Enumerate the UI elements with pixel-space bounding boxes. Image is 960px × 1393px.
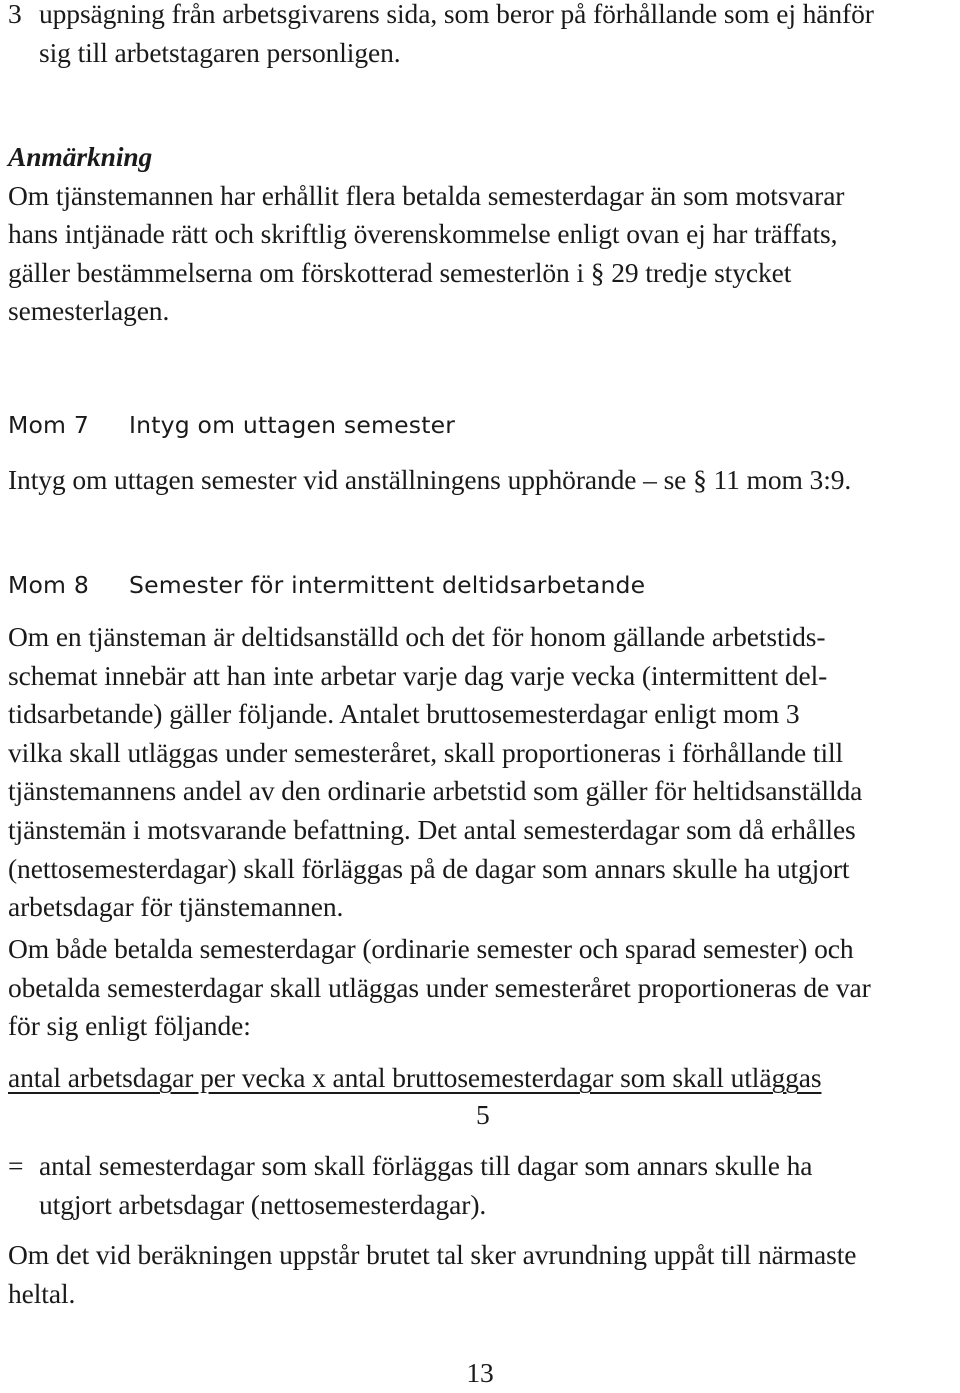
mom7-label: Mom 7 <box>8 411 89 439</box>
text-line: uppsägning från arbetsgivarens sida, som beror på förhållande som ej hänför <box>39 0 874 29</box>
text-line: tjänstemannens andel av den ordinarie arbetstid som gäller för heltidsanställda <box>8 775 863 807</box>
text-line: tidsarbetande) gäller följande. Antalet bruttosemesterdagar enligt mom 3 <box>8 698 800 730</box>
text-line: (nettosemesterdagar) skall förläggas på de dagar som annars skulle ha utgjort <box>8 852 850 884</box>
text-line: gäller bestämmelserna om förskotterad semesterlön i § 29 tredje stycket <box>8 256 792 288</box>
text-line: schemat innebär att han inte arbetar varje dag varje vecka (intermittent del- <box>8 659 828 691</box>
mom7-text <box>8 461 960 500</box>
mom8-paragraph-2 <box>8 930 960 1046</box>
text-line: utgjort arbetsdagar (nettosemesterdagar). <box>39 1188 487 1220</box>
text-line: arbetsdagar för tjänstemannen. <box>8 891 344 923</box>
equals-sign: = <box>8 1150 24 1181</box>
formula-denominator: 5 <box>476 1099 490 1130</box>
page-number: 13 <box>466 1357 494 1388</box>
mom7-title: Intyg om uttagen semester <box>129 411 456 439</box>
text-line: semesterlagen. <box>8 295 170 327</box>
text-line: heltal. <box>8 1277 76 1309</box>
text-line: antal semesterdagar som skall förläggas till dagar som annars skulle ha <box>39 1150 813 1181</box>
text-line: Intyg om uttagen semester vid anställningens upphörande – se § 11 mom 3:9. <box>8 464 852 495</box>
mom8-label: Mom 8 <box>8 571 89 599</box>
text-line: tjänstemän i motsvarande befattning. Det antal semesterdagar som då erhålles <box>8 813 856 845</box>
text-line: vilka skall utläggas under semesteråret, skall proportioneras i förhållande till <box>8 736 844 768</box>
mom8-paragraph-3 <box>8 1236 960 1313</box>
list-item-number: 3 <box>8 0 22 29</box>
mom8-paragraph-1 <box>8 618 960 927</box>
text-line: Om en tjänsteman är deltidsanställd och det för honom gällande arbetstids- <box>8 621 826 652</box>
text-line: Om tjänstemannen har erhållit flera betalda semesterdagar än som motsvarar <box>8 179 845 211</box>
mom7-heading <box>8 410 960 442</box>
mom8-title: Semester för intermittent deltidsarbetande <box>129 571 646 599</box>
text-line: obetalda semesterdagar skall utläggas under semesteråret proportioneras de var <box>8 971 871 1003</box>
note-section <box>8 138 960 331</box>
text-line: sig till arbetstagaren personligen. <box>39 36 401 68</box>
formula-numerator-text: antal arbetsdagar per vecka x antal bruttosemesterdagar som skall utläggas <box>8 1062 822 1093</box>
mom8-heading <box>8 570 960 602</box>
text-line: för sig enligt följande: <box>8 1010 251 1042</box>
text-line: Om både betalda semesterdagar (ordinarie semester och sparad semester) och <box>8 933 854 964</box>
note-title: Anmärkning <box>8 141 153 172</box>
formula-numerator <box>8 1059 960 1098</box>
text-line: hans intjänade rätt och skriftlig överenskommelse enligt ovan ej har träffats, <box>8 218 838 250</box>
text-line: Om det vid beräkningen uppstår brutet tal sker avrundning uppåt till närmaste <box>8 1239 857 1270</box>
